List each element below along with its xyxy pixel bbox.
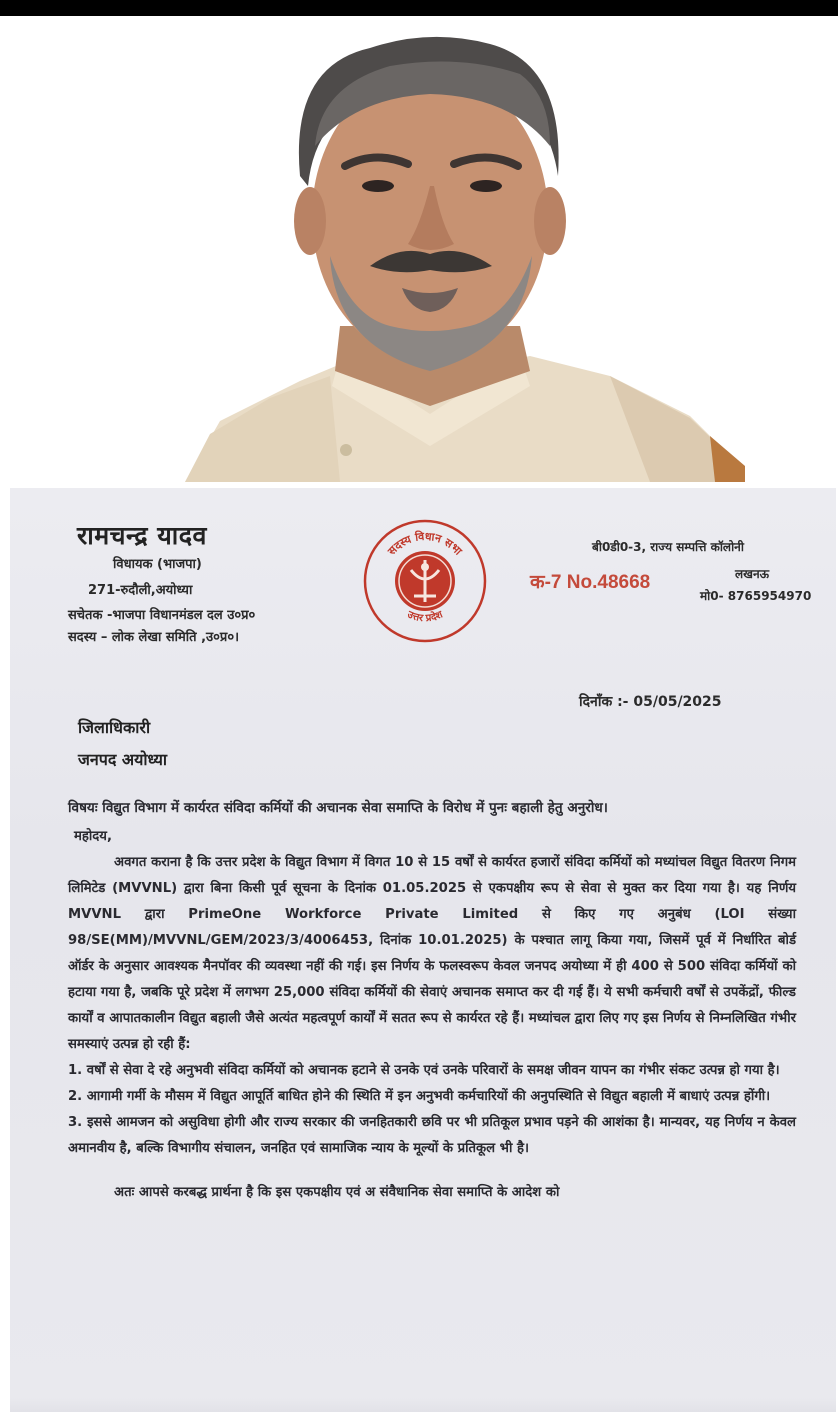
sender-role: विधायक (भाजपा) xyxy=(113,557,202,572)
letter-date: दिनाँक :- 05/05/2025 xyxy=(579,694,722,710)
point-1: 1. वर्षों से सेवा दे रहे अनुभवी संविदा कर्मियों को अचानक हटाने से उनके एवं उनके परिवारों के समक्ष जीवन यापन का गंभीर संकट उत्पन्न हो गया है। xyxy=(68,1063,780,1078)
point-2: 2. आगामी गर्मी के मौसम में विद्युत आपूर्ति बाधित होने की स्थिति में इन अनुभवी कर्मचारियों की अनुपस्थिति से विद्युत बहाली में बाधाएं उत्पन्न होंगी। xyxy=(68,1089,771,1104)
address-line-1: बी0डी0-3, राज्य सम्पत्ति कॉलोनी xyxy=(592,540,744,554)
sender-name: रामचन्द्र यादव xyxy=(77,521,207,550)
svg-text:उत्तर प्रदेश xyxy=(405,609,446,624)
assembly-seal-icon xyxy=(362,518,488,644)
reference-number: क-7 No.48668 xyxy=(530,572,651,593)
letter-document xyxy=(10,488,836,1412)
sender-post-whip: सचेतक -भाजपा विधानमंडल दल उ०प्र० xyxy=(68,608,256,623)
sender-constituency: 271-रुदौली,अयोध्या xyxy=(88,583,193,598)
seal-text-top: सदस्य विधान सभा xyxy=(385,529,465,558)
paragraph-1: अवगत कराना है कि उत्तर प्रदेश के विद्युत विभाग में विगत 10 से 15 वर्षों से कार्यरत हजारों संविदा कर्मियों को मध्यांचल विद्युत वितरण निगम लिमिटेड (MVVNL) द्वारा बिना किसी पूर्व सूचना के दिनांक 01.05.2025 से एकपक्षीय रूप से सेवा से मुक्त कर दिया गया है। यह निर्णय MVVNL द्वारा PrimeOne Workforce Private Limited से किए गए अनुबंध (LOI संख्या 98/SE(MM)/MVVNL/GEM/2023/3/4006453, दिनांक 10.01.2025) के पश्चात लागू किया गया, जिसमें पूर्व में निर्धारित बोर्ड ऑर्डर के अनुसार आवश्यक मैनपॉवर की व्यवस्था नहीं की गई। इस निर्णय के फलस्वरूप केवल जनपद अयोध्या में ही 400 से 500 संविदा कर्मियों को हटाया गया है, जबकि पूरे प्रदेश में लगभग 25,000 संविदा कर्मियों की सेवाएं अचानक समाप्त कर दी गई हैं। ये सभी कर्मचारी वर्षों से उपकेंद्रों, फील्ड कार्यों व आपातकालीन विद्युत बहाली जैसे अत्यंत महत्वपूर्ण कार्यों में सतत रूप से कार्यरत रहे हैं। मध्यांचल द्वारा लिए गए इस निर्णय से निम्नलिखित गंभीर समस्याएं उत्पन्न हो रही हैं: xyxy=(68,855,796,1052)
sender-post-committee: सदस्य – लोक लेखा समिति ,उ०प्र०। xyxy=(68,630,240,645)
subject-line: विषयः विद्युत विभाग में कार्यरत संविदा कर्मियों की अचानक सेवा समाप्ति के विरोध में पुनः बहाली हेतु अनुरोध। xyxy=(68,800,608,816)
seal-text-bottom: उत्तर प्रदेश xyxy=(405,609,445,625)
portrait-photo xyxy=(10,26,830,482)
page-fade xyxy=(10,1398,836,1412)
mobile-number: मो0- 8765954970 xyxy=(700,589,812,603)
recipient-title: जिलाधिकारी xyxy=(78,718,151,737)
point-3: 3. इससे आमजन को असुविधा होगी और राज्य सरकार की जनहितकारी छवि पर भी प्रतिकूल प्रभाव पड़ने की आशंका है। मान्यवर, यह निर्णय न केवल अमानवीय है, बल्कि विभागीय संचालन, जनहित एवं सामाजिक न्याय के मूल्यों के प्रतिकूल भी है। xyxy=(68,1115,796,1156)
salutation: महोदय, xyxy=(74,829,112,844)
closing-paragraph: अतः आपसे करबद्ध प्रार्थना है कि इस एकपक्षीय एवं अ संवैधानिक सेवा समाप्ति के आदेश को xyxy=(114,1185,560,1200)
letter-body xyxy=(68,796,796,1206)
recipient-district: जनपद अयोध्या xyxy=(78,750,167,769)
address-line-2: लखनऊ xyxy=(735,567,770,581)
top-bar xyxy=(0,0,838,16)
